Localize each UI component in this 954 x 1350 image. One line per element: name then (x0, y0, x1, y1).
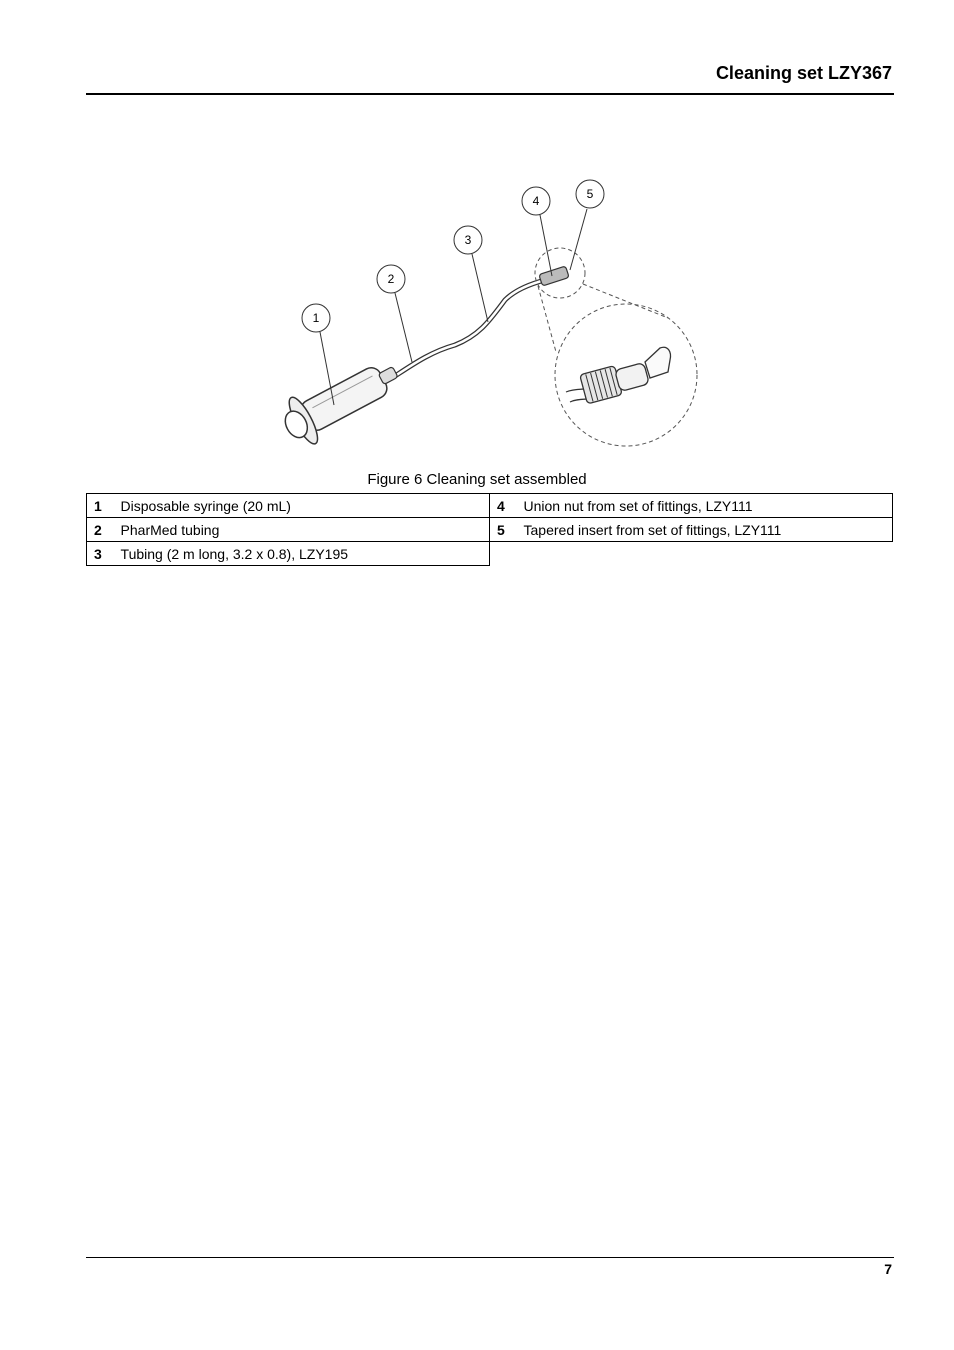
syringe (275, 349, 407, 452)
legend-label: Tubing (2 m long, 3.2 x 0.8), LZY195 (121, 542, 490, 566)
legend-number: 4 (489, 494, 523, 518)
callout-4 (522, 187, 550, 215)
callout-2 (377, 265, 405, 293)
legend-row (87, 542, 893, 566)
callout-4-label: 4 (532, 194, 540, 208)
callout-3-label: 3 (464, 233, 472, 247)
callout-1 (302, 304, 330, 332)
legend-row (87, 494, 893, 518)
figure-legend-table (86, 493, 893, 566)
footer-rule (86, 1257, 894, 1258)
legend-number: 2 (87, 518, 121, 542)
callout-5-label: 5 (586, 187, 594, 201)
callout-1-label: 1 (312, 311, 320, 325)
legend-label: Union nut from set of fittings, LZY111 (524, 494, 893, 518)
header-rule (86, 93, 894, 95)
legend-number: 1 (87, 494, 121, 518)
figure-caption: Figure 6 Cleaning set assembled (367, 471, 587, 488)
legend-number: 3 (87, 542, 121, 566)
legend-empty-cell (489, 542, 892, 566)
legend-label: Disposable syringe (20 mL) (121, 494, 490, 518)
legend-number: 5 (489, 518, 523, 542)
callout-3 (454, 226, 482, 254)
legend-label: Tapered insert from set of fittings, LZY111 (524, 518, 893, 542)
magnified-fitting (566, 347, 671, 404)
legend-row (87, 518, 893, 542)
callout-2-label: 2 (387, 272, 395, 286)
page-number: 7 (884, 1261, 892, 1277)
callout-5 (576, 180, 604, 208)
legend-label: PharMed tubing (121, 518, 490, 542)
page-header-title: Cleaning set LZY367 (715, 63, 892, 83)
cleaning-set-illustration (270, 175, 710, 465)
